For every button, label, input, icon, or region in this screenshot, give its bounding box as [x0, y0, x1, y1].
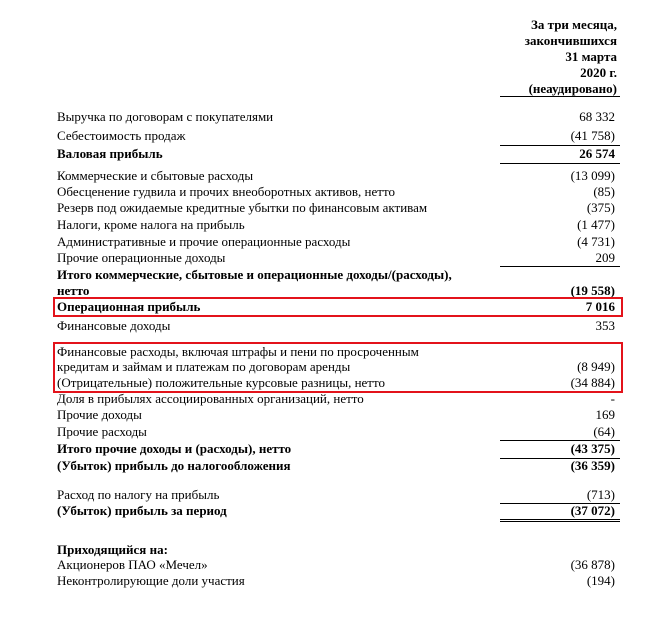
row-value: (36 878)	[570, 557, 615, 572]
row-loss-before-tax	[57, 458, 620, 474]
row-value: (34 884)	[570, 375, 615, 390]
row-label: Акционеров ПАО «Мечел»	[57, 557, 208, 572]
row-credit-loss	[57, 200, 620, 216]
row-value: (41 758)	[570, 128, 615, 143]
row-value: (4 731)	[577, 234, 615, 249]
row-value: 26 574	[579, 146, 615, 161]
row-value: 353	[595, 318, 615, 333]
row-value: (375)	[586, 200, 615, 215]
row-finance-expenses-1	[57, 344, 620, 360]
row-label: (Убыток) прибыль до налогообложения	[57, 458, 291, 473]
double-underline	[500, 519, 620, 522]
row-value: (36 359)	[570, 458, 615, 473]
row-label: кредитам и займам и платежам по договорам аренды	[57, 359, 351, 374]
row-selling-expenses	[57, 168, 620, 184]
row-label: Финансовые доходы	[57, 318, 171, 333]
row-other-income	[57, 407, 620, 423]
row-total-operating-1	[57, 267, 620, 283]
row-taxes	[57, 217, 620, 233]
row-other-expenses	[57, 424, 620, 440]
row-cost-of-sales	[57, 128, 620, 144]
column-header-line: За три месяца,	[531, 17, 617, 32]
column-header	[487, 17, 617, 97]
row-value: 7 016	[585, 299, 615, 314]
row-other-operating-income	[57, 250, 620, 266]
row-finance-income	[57, 318, 620, 334]
row-value: (37 072)	[570, 503, 615, 518]
row-fx-differences	[57, 375, 620, 391]
row-attributable-heading	[57, 542, 620, 558]
row-label: Приходящийся на:	[57, 542, 168, 557]
row-income-tax	[57, 487, 620, 503]
row-label: Итого прочие доходы и (расходы), нетто	[57, 441, 292, 456]
row-label: нетто	[57, 283, 90, 298]
row-non-controlling	[57, 573, 620, 589]
row-label: Неконтролирующие доли участия	[57, 573, 245, 588]
row-value: (85)	[593, 184, 615, 199]
row-value: (13 099)	[570, 168, 615, 183]
row-label: Административные и прочие операционные расходы	[57, 234, 351, 249]
row-revenue	[57, 109, 620, 125]
header-rule	[500, 96, 620, 97]
row-value: 169	[595, 407, 615, 422]
row-value: (43 375)	[570, 441, 615, 456]
row-label: Резерв под ожидаемые кредитные убытки по финансовым активам	[57, 200, 428, 215]
row-admin-expenses	[57, 234, 620, 250]
row-label: Прочие операционные доходы	[57, 250, 226, 265]
column-header-line: (неаудировано)	[528, 81, 617, 96]
row-value: (194)	[586, 573, 615, 588]
underline	[500, 163, 620, 164]
row-label: Коммерческие и сбытовые расходы	[57, 168, 254, 183]
row-label: Финансовые расходы, включая штрафы и пени по просроченным	[57, 344, 419, 359]
row-finance-expenses-2	[57, 359, 620, 375]
row-gross-profit	[57, 146, 620, 162]
row-label: Расход по налогу на прибыль	[57, 487, 220, 502]
row-label: Прочие расходы	[57, 424, 147, 439]
row-label: Итого коммерческие, сбытовые и операционные доходы/(расходы),	[57, 267, 452, 282]
row-value: (1 477)	[577, 217, 615, 232]
row-value: (64)	[593, 424, 615, 439]
row-associates	[57, 391, 620, 407]
row-loss-for-period	[57, 503, 620, 519]
row-label: Валовая прибыль	[57, 146, 163, 161]
row-label: Налоги, кроме налога на прибыль	[57, 217, 245, 232]
row-value: (19 558)	[570, 283, 615, 298]
row-value: 68 332	[579, 109, 615, 124]
column-header-line: 2020 г.	[580, 65, 617, 80]
row-label: (Отрицательные) положительные курсовые разницы, нетто	[57, 375, 386, 390]
row-value: -	[610, 391, 615, 406]
row-label: Выручка по договорам с покупателями	[57, 109, 274, 124]
row-value: (8 949)	[577, 359, 615, 374]
row-operating-profit	[57, 299, 620, 315]
column-header-line: закончившихся	[524, 33, 617, 48]
row-label: Обесценение гудвила и прочих внеоборотных активов, нетто	[57, 184, 395, 199]
row-label: Операционная прибыль	[57, 299, 201, 314]
row-label: Себестоимость продаж	[57, 128, 186, 143]
row-label: Доля в прибылях ассоциированных организаций, нетто	[57, 391, 364, 406]
row-shareholders	[57, 557, 620, 573]
row-value: 209	[595, 250, 615, 265]
row-impairment	[57, 184, 620, 200]
row-label: (Убыток) прибыль за период	[57, 503, 227, 518]
column-header-line: 31 марта	[565, 49, 617, 64]
row-total-other	[57, 441, 620, 457]
row-value: (713)	[586, 487, 615, 502]
row-label: Прочие доходы	[57, 407, 142, 422]
